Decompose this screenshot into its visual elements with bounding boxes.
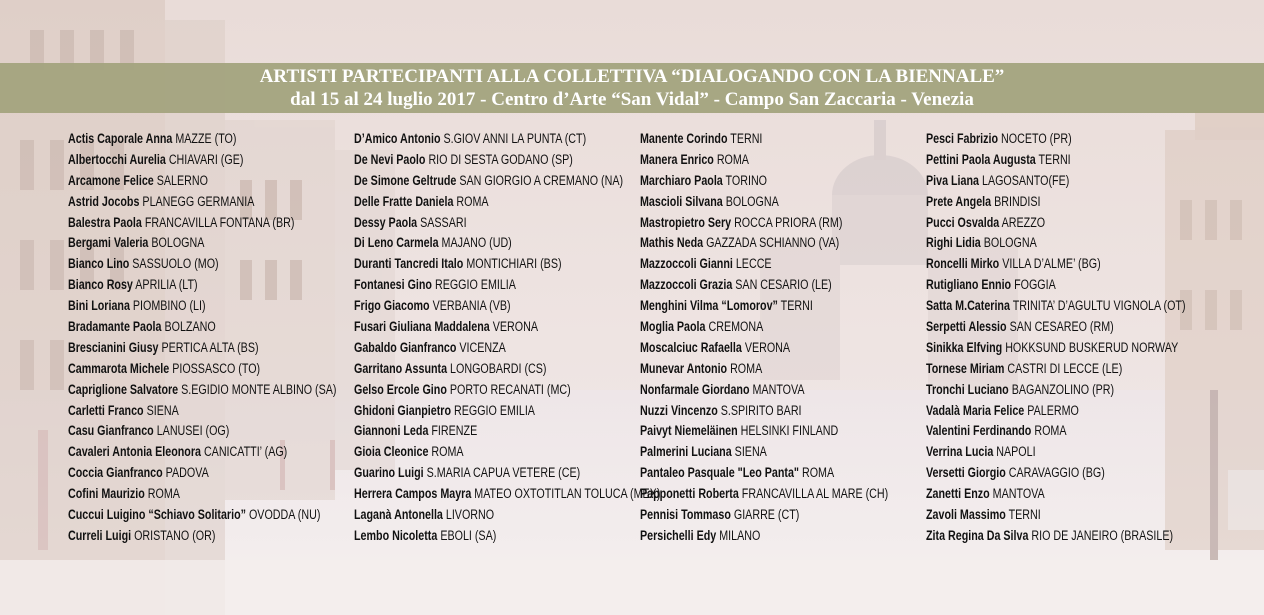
list-item: [926, 233, 1186, 254]
artist-city: EBOLI (SA): [440, 527, 497, 543]
artist-name: Bradamante Paola: [68, 319, 162, 335]
list-item: [640, 442, 888, 463]
artist-city: GAZZADA SCHIANNO (VA): [706, 235, 840, 251]
artist-city: PERTICA ALTA (BS): [161, 339, 259, 355]
artist-city: TORINO: [725, 172, 768, 188]
artist-city: RIO DE JANEIRO (BRASILE): [1031, 527, 1174, 543]
artist-name: Albertocchi Aurelia: [68, 151, 166, 167]
list-item: [926, 401, 1186, 422]
artist-city: HOKKSUND BUSKERUD NORWAY: [1005, 339, 1179, 355]
artist-city: NAPOLI: [996, 444, 1036, 460]
artist-city: BOLOGNA: [725, 193, 779, 209]
artist-name: Roncelli Mirko: [926, 256, 1000, 272]
list-item: [68, 171, 336, 192]
list-item: [640, 401, 888, 422]
artist-name: Mazzoccoli Grazia: [640, 277, 733, 293]
artist-city: SALERNO: [156, 172, 208, 188]
list-item: [354, 401, 660, 422]
artist-name: Piva Liana: [926, 172, 979, 188]
artist-name: Zita Regina Da Silva: [926, 527, 1029, 543]
list-item: [68, 275, 336, 296]
list-item: [926, 192, 1186, 213]
list-item: [640, 213, 888, 234]
list-item: [354, 233, 660, 254]
artist-name: Bergami Valeria: [68, 235, 149, 251]
artist-city: FRANCAVILLA FONTANA (BR): [144, 214, 295, 230]
list-item: [68, 505, 336, 526]
artist-name: Marchiaro Paola: [640, 172, 723, 188]
list-item: [926, 463, 1186, 484]
list-item: [354, 526, 660, 547]
artist-city: ROMA: [431, 444, 464, 460]
artist-name: Ghidoni Gianpietro: [354, 402, 452, 418]
artist-city: ROMA: [147, 486, 180, 502]
artist-name: Palmerini Luciana: [640, 444, 732, 460]
list-item: [68, 213, 336, 234]
artist-city: TERNI: [1008, 507, 1041, 523]
list-item: [68, 296, 336, 317]
artist-city: FRANCAVILLA AL MARE (CH): [741, 486, 889, 502]
artist-name: Gioia Cleonice: [354, 444, 429, 460]
artist-name: Carletti Franco: [68, 402, 144, 418]
list-item: [640, 129, 888, 150]
artist-city: S.GIOV ANNI LA PUNTA (CT): [443, 131, 587, 146]
artist-name: Valentini Ferdinando: [926, 423, 1032, 439]
list-item: [354, 505, 660, 526]
artist-city: MAJANO (UD): [441, 235, 512, 251]
artist-city: LONGOBARDI (CS): [450, 360, 547, 376]
artist-city: CANICATTI’ (AG): [203, 444, 288, 460]
artist-city: SASSARI: [420, 214, 467, 230]
artist-name: Pucci Osvalda: [926, 214, 1000, 230]
artist-name: Capriglione Salvatore: [68, 381, 179, 397]
artist-name: Righi Lidia: [926, 235, 981, 251]
list-item: [68, 359, 336, 380]
artist-city: LANUSEI (OG): [156, 423, 230, 439]
artist-city: LAGOSANTO(FE): [981, 172, 1070, 188]
artist-name: Garritano Assunta: [354, 360, 448, 376]
artist-city: SIENA: [146, 402, 179, 418]
list-item: [926, 526, 1186, 547]
artist-name: Pettini Paola Augusta: [926, 151, 1036, 167]
artist-city: TRINITA’ D’AGULTU VIGNOLA (OT): [1012, 298, 1186, 314]
artist-city: MANTOVA: [992, 486, 1045, 502]
list-item: [926, 296, 1186, 317]
artist-city: MANTOVA: [752, 381, 805, 397]
artist-name: Gelso Ercole Gino: [354, 381, 447, 397]
list-item: [68, 463, 336, 484]
artist-name: Cuccui Luigino “Schiavo Solitario”: [68, 507, 246, 523]
artist-name: Bianco Lino: [68, 256, 130, 272]
artist-city: S.SPIRITO BARI: [720, 402, 802, 418]
list-item: [354, 275, 660, 296]
artist-city: CASTRI DI LECCE (LE): [1007, 360, 1123, 376]
artist-name: Serpetti Alessio: [926, 319, 1007, 335]
artist-name: Zavoli Massimo: [926, 507, 1006, 523]
artist-name: Munevar Antonio: [640, 360, 728, 376]
artist-name: Tronchi Luciano: [926, 381, 1009, 397]
page-subtitle: dal 15 al 24 luglio 2017 - Centro d’Arte “San Vidal” - Campo San Zaccaria - Venezia: [290, 89, 974, 110]
list-item: [354, 359, 660, 380]
artist-name: Bini Loriana: [68, 298, 130, 314]
artist-name: Balestra Paola: [68, 214, 142, 230]
artist-name: Pesci Fabrizio: [926, 131, 999, 146]
artist-name: Di Leno Carmela: [354, 235, 439, 251]
artist-name: Satta M.Caterina: [926, 298, 1010, 314]
artist-name: De Simone Geltrude: [354, 172, 457, 188]
list-item: [68, 338, 336, 359]
list-item: [640, 526, 888, 547]
list-item: [68, 421, 336, 442]
artist-name: Herrera Campos Mayra: [354, 486, 472, 502]
artist-city: ROMA: [716, 151, 749, 167]
list-item: [68, 150, 336, 171]
artist-column-4: [926, 129, 1250, 547]
artist-city: SAN GIORGIO A CREMANO (NA): [459, 172, 624, 188]
list-item: [354, 484, 660, 505]
artist-name: Pantaleo Pasquale "Leo Panta": [640, 465, 799, 481]
artist-name: Paivyt Niemeläinen: [640, 423, 738, 439]
artist-name: Brescianini Giusy: [68, 339, 159, 355]
list-item: [354, 192, 660, 213]
artist-name: Gabaldo Gianfranco: [354, 339, 457, 355]
artist-name: Papponetti Roberta: [640, 486, 739, 502]
artist-name: Laganà Antonella: [354, 507, 443, 523]
list-item: [640, 421, 888, 442]
list-item: [926, 254, 1186, 275]
list-item: [640, 275, 888, 296]
list-item: [926, 129, 1186, 150]
list-item: [354, 442, 660, 463]
list-item: [354, 380, 660, 401]
artist-city: MATEO OXTOTITLAN TOLUCA (MEX): [474, 486, 661, 502]
artist-city: NOCETO (PR): [1001, 131, 1072, 146]
artist-city: REGGIO EMILIA: [434, 277, 516, 293]
artist-city: BOLZANO: [164, 319, 216, 335]
artist-name: Casu Gianfranco: [68, 423, 154, 439]
list-item: [68, 442, 336, 463]
list-item: [640, 463, 888, 484]
artist-name: D’Amico Antonio: [354, 131, 441, 146]
artist-name: Sinikka Elfving: [926, 339, 1003, 355]
list-item: [354, 129, 660, 150]
artist-city: ROMA: [801, 465, 835, 481]
artist-city: BOLOGNA: [151, 235, 205, 251]
list-item: [354, 296, 660, 317]
list-item: [354, 421, 660, 442]
artist-city: VERBANIA (VB): [432, 298, 511, 314]
list-item: [68, 192, 336, 213]
artist-name: Cammarota Michele: [68, 360, 170, 376]
artist-name: Fusari Giuliana Maddalena: [354, 319, 490, 335]
artist-city: ROCCA PRIORA (RM): [734, 214, 843, 230]
artist-name: Bianco Rosy: [68, 277, 133, 293]
artist-name: Cofini Maurizio: [68, 486, 145, 502]
artist-city: ROMA: [456, 193, 489, 209]
list-item: [68, 317, 336, 338]
list-item: [926, 505, 1186, 526]
artist-name: Vadalà Maria Felice: [926, 402, 1025, 418]
list-item: [640, 192, 888, 213]
artist-city: BAGANZOLINO (PR): [1011, 381, 1115, 397]
artist-city: CREMONA: [708, 319, 764, 335]
artist-city: PALERMO: [1027, 402, 1079, 418]
artist-name: Duranti Tancredi Italo: [354, 256, 464, 272]
page-title: ARTISTI PARTECIPANTI ALLA COLLETTIVA “DIALOGANDO CON LA BIENNALE”: [259, 66, 1005, 87]
artist-city: VICENZA: [459, 339, 506, 355]
artist-city: AREZZO: [1001, 214, 1046, 230]
artist-city: CARAVAGGIO (BG): [1008, 465, 1105, 481]
list-item: [68, 129, 336, 150]
list-item: [68, 484, 336, 505]
artist-city: GIARRE (CT): [733, 507, 800, 523]
list-item: [354, 150, 660, 171]
list-item: [640, 484, 888, 505]
artist-city: ORISTANO (OR): [134, 527, 216, 543]
artist-city: S.MARIA CAPUA VETERE (CE): [426, 465, 581, 481]
artist-city: HELSINKI FINLAND: [740, 423, 839, 439]
list-item: [640, 317, 888, 338]
list-item: [640, 233, 888, 254]
artist-name: Manente Corindo: [640, 131, 728, 146]
artist-city: VERONA: [744, 339, 791, 355]
list-item: [640, 338, 888, 359]
artist-city: ROMA: [1034, 423, 1067, 439]
artist-name: Mazzoccoli Gianni: [640, 256, 733, 272]
artist-name: Prete Angela: [926, 193, 992, 209]
artist-city: OVODDA (NU): [248, 507, 321, 523]
artist-city: TERNI: [780, 298, 813, 314]
artist-city: MILANO: [719, 527, 761, 543]
list-item: [926, 442, 1186, 463]
list-item: [640, 359, 888, 380]
artist-name: Menghini Vilma “Lomorov”: [640, 298, 778, 314]
artist-city: PADOVA: [165, 465, 209, 481]
artist-city: PORTO RECANATI (MC): [449, 381, 571, 397]
artist-name: Persichelli Edy: [640, 527, 717, 543]
list-item: [926, 213, 1186, 234]
artist-city: VERONA: [492, 319, 538, 335]
artist-name: Mascioli Silvana: [640, 193, 723, 209]
artist-name: Lembo Nicoletta: [354, 527, 438, 543]
artist-city: S.EGIDIO MONTE ALBINO (SA): [181, 381, 337, 397]
artist-city: SIENA: [734, 444, 767, 460]
artist-city: FOGGIA: [1014, 277, 1056, 293]
list-item: [640, 150, 888, 171]
list-item: [926, 359, 1186, 380]
artist-name: Arcamone Felice: [68, 172, 154, 188]
list-item: [68, 254, 336, 275]
list-item: [354, 317, 660, 338]
artist-city: VILLA D’ALME’ (BG): [1002, 256, 1101, 272]
artist-city: APRILIA (LT): [135, 277, 198, 293]
list-item: [640, 296, 888, 317]
artist-name: Guarino Luigi: [354, 465, 424, 481]
list-item: [926, 421, 1186, 442]
list-item: [354, 171, 660, 192]
artist-name: Frigo Giacomo: [354, 298, 430, 314]
artist-name: Mastropietro Sery: [640, 214, 732, 230]
artist-name: Cavaleri Antonia Eleonora: [68, 444, 201, 460]
artist-city: RIO DI SESTA GODANO (SP): [428, 151, 573, 167]
artist-name: Fontanesi Gino: [354, 277, 432, 293]
artist-city: TERNI: [1038, 151, 1071, 167]
artist-city: SAN CESAREO (RM): [1009, 319, 1114, 335]
artist-city: FIRENZE: [431, 423, 478, 439]
list-item: [926, 171, 1186, 192]
artist-city: TERNI: [730, 131, 763, 146]
list-item: [926, 150, 1186, 171]
list-item: [926, 317, 1186, 338]
artist-name: Giannoni Leda: [354, 423, 429, 439]
artist-city: ROMA: [730, 360, 763, 376]
artist-city: MAZZE (TO): [175, 131, 237, 146]
artist-name: Actis Caporale Anna: [68, 131, 173, 146]
artist-city: BOLOGNA: [983, 235, 1037, 251]
artist-city: SAN CESARIO (LE): [735, 277, 832, 293]
list-item: [68, 401, 336, 422]
list-item: [68, 380, 336, 401]
artist-city: REGGIO EMILIA: [454, 402, 535, 418]
artist-name: Verrina Lucia: [926, 444, 994, 460]
artist-name: Astrid Jocobs: [68, 193, 140, 209]
artist-city: LECCE: [735, 256, 772, 272]
list-item: [640, 254, 888, 275]
artist-name: Moscalciuc Rafaella: [640, 339, 742, 355]
list-item: [926, 484, 1186, 505]
artist-city: LIVORNO: [445, 507, 495, 523]
artist-name: Dessy Paola: [354, 214, 418, 230]
list-item: [926, 338, 1186, 359]
artist-city: PLANEGG GERMANIA: [142, 193, 255, 209]
artist-city: MONTICHIARI (BS): [466, 256, 562, 272]
list-item: [354, 338, 660, 359]
list-item: [68, 233, 336, 254]
artist-name: Pennisi Tommaso: [640, 507, 731, 523]
artist-city: BRINDISI: [994, 193, 1041, 209]
list-item: [354, 254, 660, 275]
artist-name: Nuzzi Vincenzo: [640, 402, 718, 418]
list-item: [640, 380, 888, 401]
list-item: [354, 213, 660, 234]
artist-city: PIOSSASCO (TO): [172, 360, 261, 376]
list-item: [926, 380, 1186, 401]
artist-name: Versetti Giorgio: [926, 465, 1006, 481]
artist-city: PIOMBINO (LI): [132, 298, 206, 314]
artist-name: Nonfarmale Giordano: [640, 381, 750, 397]
artist-name: Zanetti Enzo: [926, 486, 990, 502]
artist-city: SASSUOLO (MO): [132, 256, 219, 272]
artist-name: Tornese Miriam: [926, 360, 1005, 376]
artist-name: Curreli Luigi: [68, 527, 132, 543]
list-item: [68, 526, 336, 547]
artist-column-3: [640, 129, 950, 547]
artist-name: Rutigliano Ennio: [926, 277, 1012, 293]
list-item: [640, 505, 888, 526]
list-item: [640, 171, 888, 192]
artist-name: De Nevi Paolo: [354, 151, 426, 167]
artist-name: Moglia Paola: [640, 319, 706, 335]
list-item: [354, 463, 660, 484]
list-item: [926, 275, 1186, 296]
artist-name: Manera Enrico: [640, 151, 714, 167]
artist-city: CHIAVARI (GE): [168, 151, 244, 167]
artist-name: Coccia Gianfranco: [68, 465, 163, 481]
artist-name: Delle Fratte Daniela: [354, 193, 454, 209]
artist-name: Mathis Neda: [640, 235, 704, 251]
